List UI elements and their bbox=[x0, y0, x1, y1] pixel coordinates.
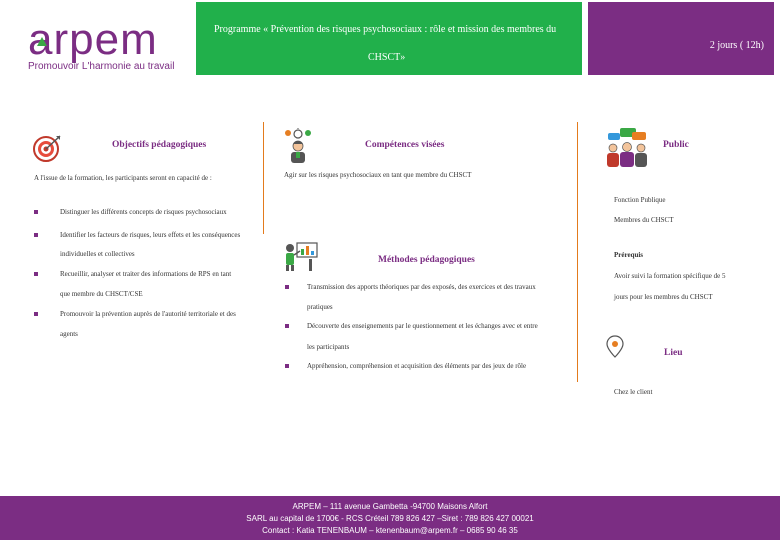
bullet bbox=[34, 312, 38, 316]
duration-box bbox=[588, 2, 774, 75]
methode-item-3: Appréhension, compréhension et acquisition des éléments par des jeux de rôle bbox=[307, 362, 527, 370]
methode-item-1-cont: pratiques bbox=[307, 303, 333, 311]
bullet bbox=[285, 324, 289, 328]
program-title-line2: CHSCT» bbox=[368, 52, 406, 63]
methode-item-2-cont: les participants bbox=[307, 343, 350, 351]
footer-contact: Contact : Katia TENENBAUM – ktenenbaum@arpem.fr – 0685 90 46 35 bbox=[262, 526, 518, 535]
objectifs-title: Objectifs pédagogiques bbox=[112, 140, 207, 150]
methode-item-1: Transmission des apports théoriques par des exposés, des exercices et des travaux bbox=[307, 283, 536, 291]
bullet bbox=[34, 233, 38, 237]
bullet bbox=[34, 210, 38, 214]
prerequis-title: Prérequis bbox=[614, 251, 644, 259]
lieu-text: Chez le client bbox=[614, 388, 653, 396]
logo-text: arpem bbox=[28, 15, 158, 64]
methode-item-2: Découverte des enseignements par le questionnement et les échanges avec et entre bbox=[307, 322, 538, 330]
bullet bbox=[34, 272, 38, 276]
public-line-2: Membres du CHSCT bbox=[614, 216, 674, 224]
presentation-icon bbox=[283, 240, 319, 272]
objectif-item-4-cont: agents bbox=[60, 330, 78, 338]
footer-address: ARPEM – 111 avenue Gambetta -94700 Maisons Alfort bbox=[292, 502, 488, 511]
objectif-item-1: Distinguer les différents concepts de risques psychosociaux bbox=[60, 208, 227, 216]
prerequis-line-1: Avoir suivi la formation spécifique de 5 bbox=[614, 272, 726, 280]
bullet bbox=[285, 364, 289, 368]
location-pin-icon bbox=[604, 335, 626, 359]
bullet bbox=[285, 285, 289, 289]
logo-triangle-icon bbox=[37, 37, 47, 46]
arpem-logo bbox=[28, 15, 178, 78]
public-line-1: Fonction Publique bbox=[614, 196, 666, 204]
footer bbox=[0, 496, 780, 540]
target-icon bbox=[32, 133, 64, 163]
objectif-item-4: Promouvoir la prévention auprès de l'autorité territoriale et des bbox=[60, 310, 236, 318]
prerequis-line-2: jours pour les membres du CHSCT bbox=[614, 293, 713, 301]
objectif-item-2: Identifier les facteurs de risques, leurs effets et les conséquences bbox=[60, 231, 241, 239]
public-title: Public bbox=[663, 140, 689, 150]
divider-left bbox=[263, 122, 264, 234]
objectif-item-3: Recueillir, analyser et traiter des informations de RPS en tant bbox=[60, 270, 232, 278]
lieu-title: Lieu bbox=[664, 348, 683, 358]
methodes-title: Méthodes pédagogiques bbox=[378, 255, 475, 265]
objectif-item-2-cont: individuelles et collectives bbox=[60, 250, 135, 258]
footer-company-info: SARL au capital de 1700€ - RCS Créteil 789 826 427 –Siret : 789 826 427 00021 bbox=[246, 514, 534, 523]
team-icon bbox=[604, 128, 650, 168]
program-title-line1: Programme « Prévention des risques psychosociaux : rôle et mission des membres du bbox=[214, 24, 557, 35]
competences-title: Compétences visées bbox=[365, 140, 445, 150]
teacher-icon bbox=[282, 128, 314, 164]
objectifs-intro: A l'issue de la formation, les participants seront en capacité de : bbox=[34, 174, 212, 182]
divider-right bbox=[577, 122, 578, 382]
objectif-item-3-cont: que membre du CHSCT/CSE bbox=[60, 290, 143, 298]
program-title-box bbox=[196, 2, 582, 75]
competences-text: Agir sur les risques psychosociaux en tant que membre du CHSCT bbox=[284, 171, 472, 179]
duration-text: 2 jours ( 12h) bbox=[709, 40, 764, 51]
logo-word bbox=[28, 15, 158, 64]
logo-tagline: Promouvoir L'harmonie au travail bbox=[28, 61, 175, 72]
